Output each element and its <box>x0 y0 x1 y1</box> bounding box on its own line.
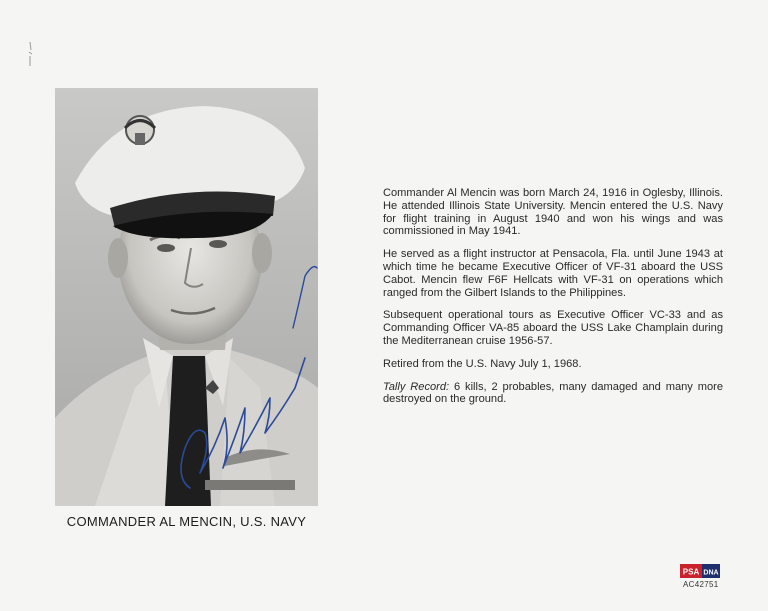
corner-mark <box>24 40 36 68</box>
bio-paragraph: He served as a flight instructor at Pensacola, Fla. until June 1943 at which time he became Executive Officer of VF-31 aboard the USS Cabot. Mencin flew F6F Hellcats with VF-31 on operations which ranged from the Gilbert Islands to the Philippines. <box>383 248 723 299</box>
tally-text: 6 kills, 2 probables, many damaged and many more destroyed on the ground. <box>383 380 723 406</box>
tally-record <box>383 381 723 407</box>
authentication-code: AC42751 <box>683 580 719 589</box>
bio-paragraph: Commander Al Mencin was born March 24, 1916 in Oglesby, Illinois. He attended Illinois State University. Mencin entered the U.S. Navy for flight training in August 1940 and won his wings and was commissioned in May 1941. <box>383 187 723 238</box>
svg-text:PSA: PSA <box>682 567 700 577</box>
portrait-photo <box>55 88 318 506</box>
biography-text <box>383 187 723 416</box>
svg-text:DNA: DNA <box>703 569 719 577</box>
psa-dna-logo <box>680 564 720 578</box>
tally-label: Tally Record: <box>383 380 450 393</box>
photo-caption: COMMANDER AL MENCIN, U.S. NAVY <box>66 514 307 529</box>
bio-paragraph: Retired from the U.S. Navy July 1, 1968. <box>383 357 582 370</box>
bio-paragraph: Subsequent operational tours as Executive Officer VC-33 and as Commanding Officer VA-85 aboard the USS Lake Champlain during the Mediterranean cruise 1956-57. <box>383 309 723 347</box>
